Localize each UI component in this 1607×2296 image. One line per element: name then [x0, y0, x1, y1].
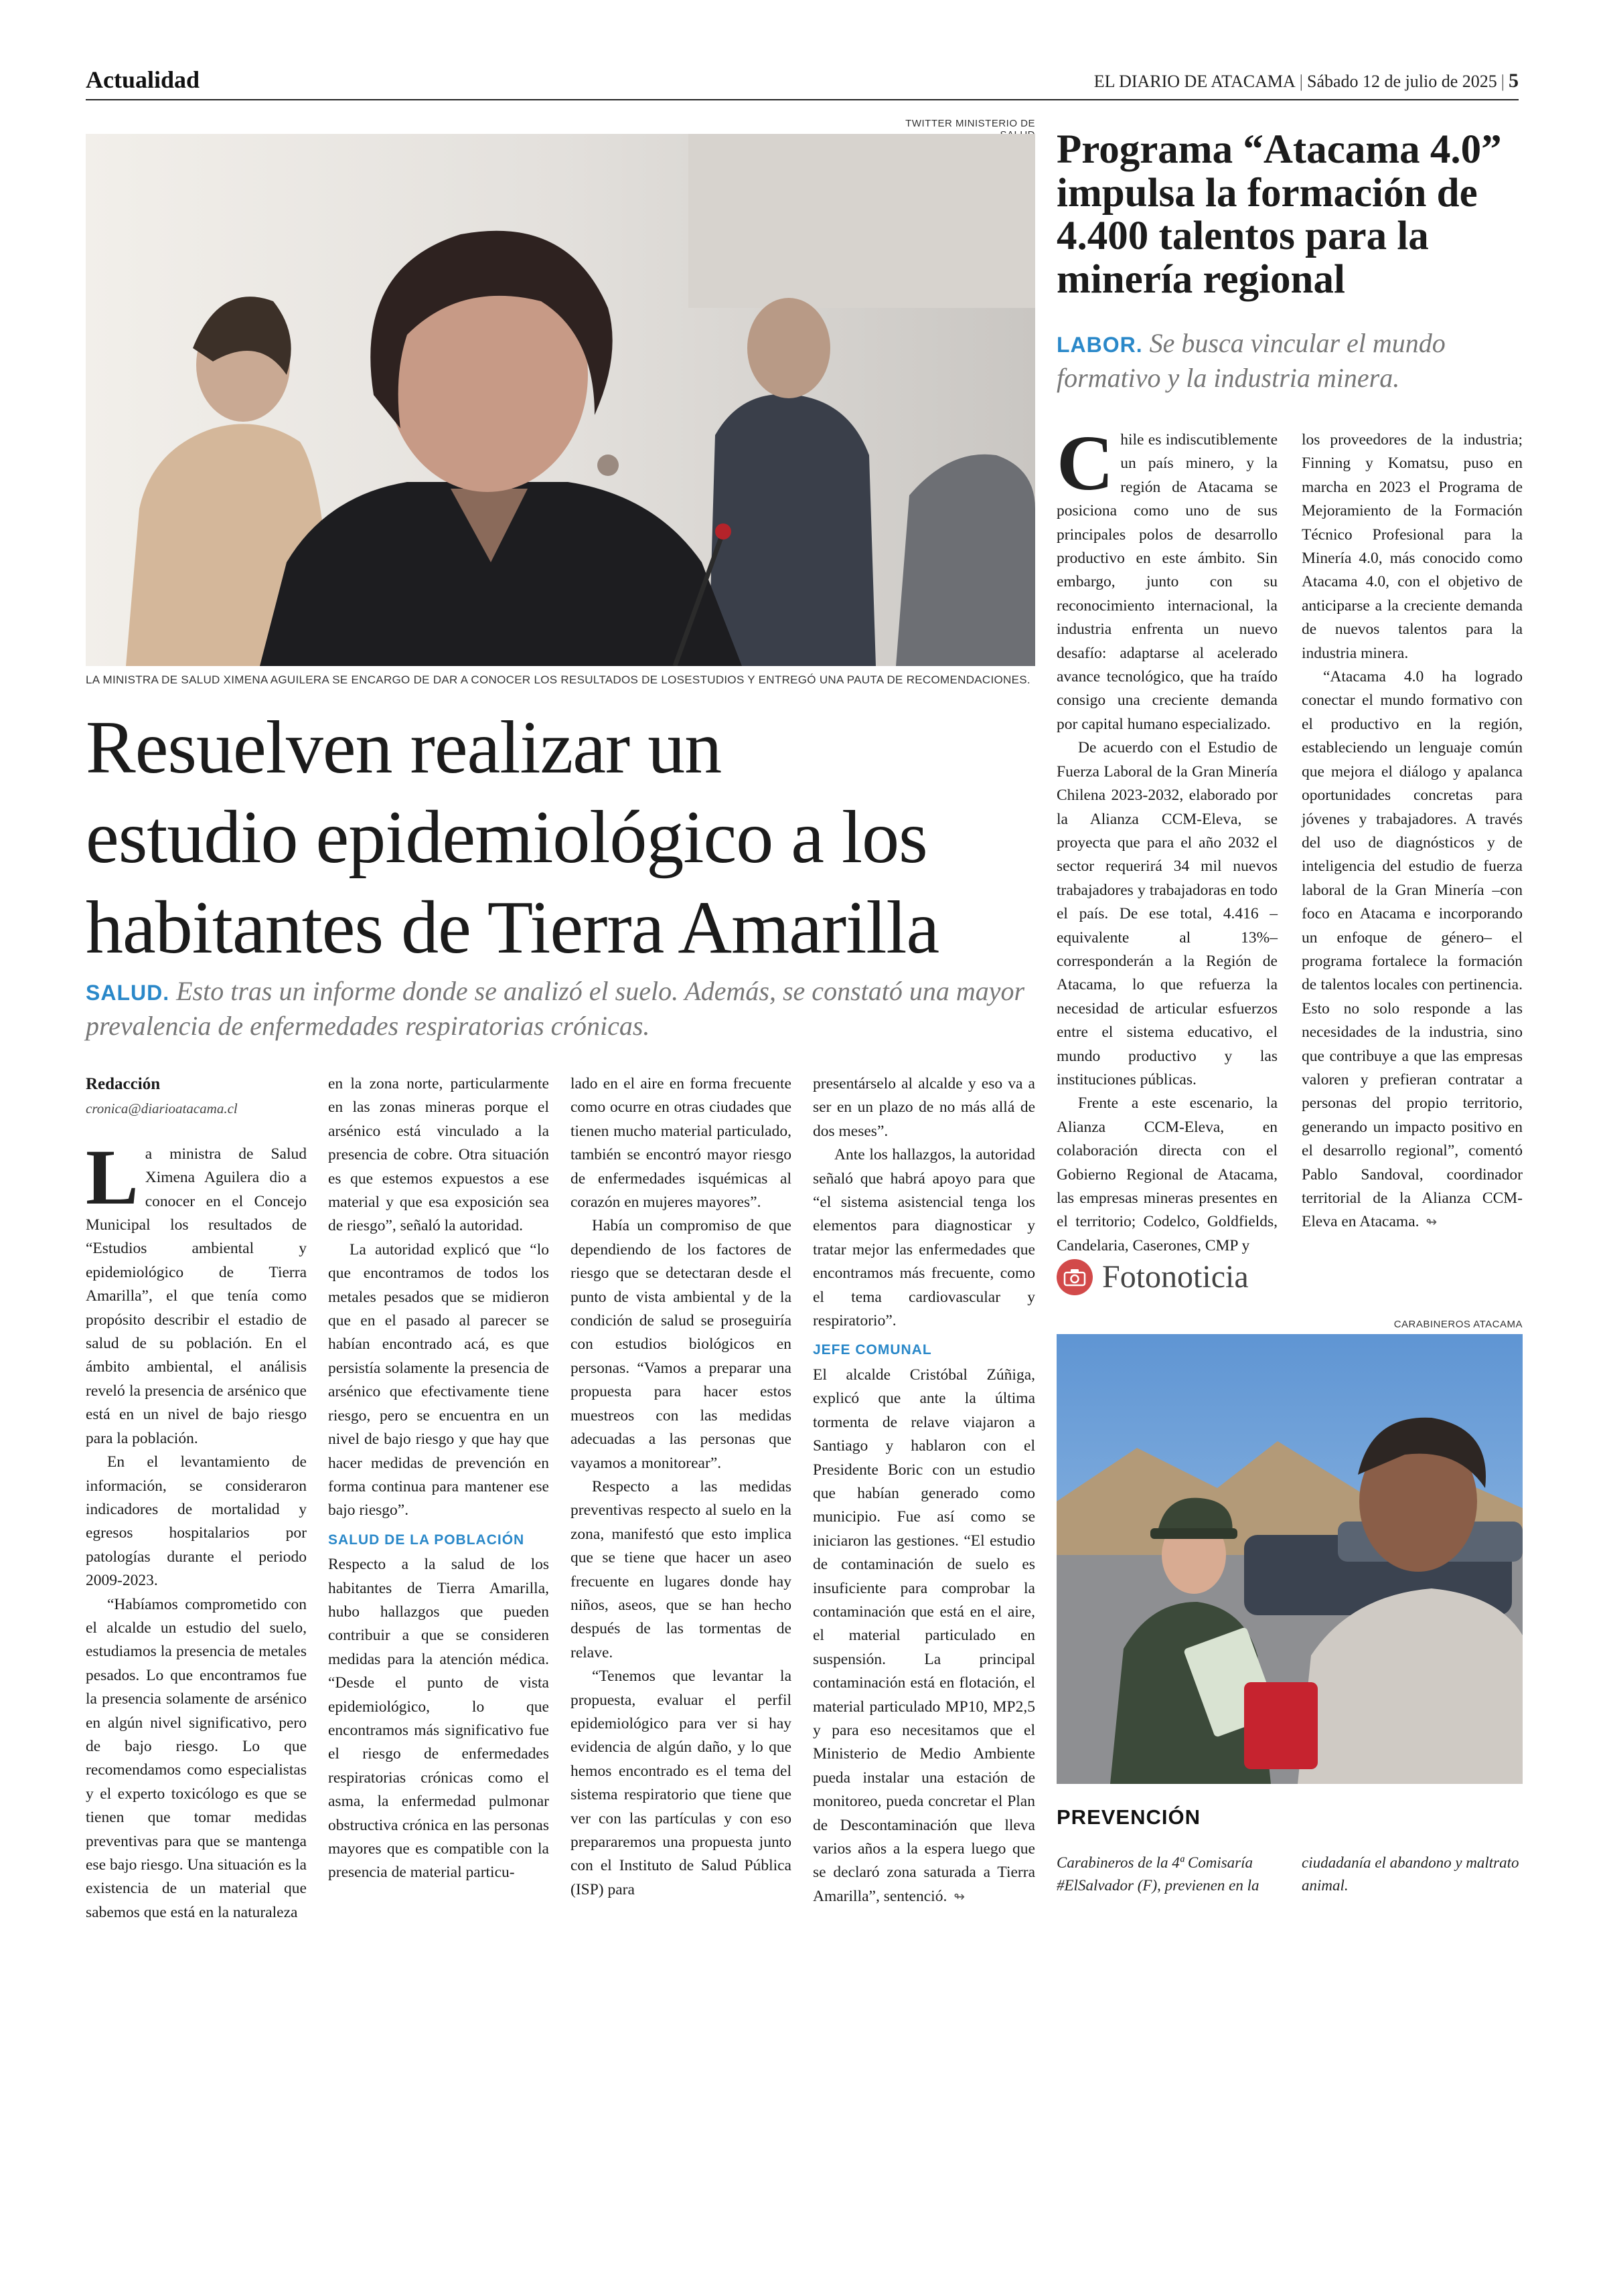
main-headline-line: Resuelven realizar un: [86, 706, 722, 789]
publication-date: Sábado 12 de julio de 2025: [1306, 72, 1497, 91]
body-paragraph-text: “Atacama 4.0 ha logrado conectar el mundo formativo con el productivo en la región, estableciendo un lenguaje común que mejora el diálogo y apalanca oportunidades concretas para jóvenes y trabajadores. A través del uso de diagnósticos y de inteligencia del estudio de fuerza laboral de la Gran Minería –con foco en Atacama e incorporando un enfoque de género– el programa fortalece la formación de talentos locales con pertinencia. Esto no solo responde a las necesidades de la industria, sino que contribuye a que las empresas valoren y prefieran contratar a personas del propio territorio, generando un impacto positivo en el desarrollo regional”, comentó Pablo Sandoval, coordinador territorial de la Alianza CCM-Eleva en Atacama.: [1302, 668, 1523, 1231]
page-number: 5: [1509, 70, 1519, 92]
subhead-jefe-comunal: JEFE COMUNAL: [813, 1342, 932, 1358]
right-headline: [1057, 129, 1525, 302]
fotonoticia-title: [1057, 1258, 1249, 1295]
body-paragraph: Ante los hallazgos, la autoridad señaló que habrá apoyo para que “el sistema asistencial tenga los elementos para diagnosticar y tratar mejor las enfermedades que encontramos más frecuente, como el tema cardiovascular y respiratorio”.: [813, 1146, 1035, 1330]
byline-name: Redacción: [86, 1075, 161, 1093]
fotonoticia-label: PREVENCIÓN: [1057, 1805, 1201, 1829]
right-kicker-label: LABOR.: [1057, 333, 1143, 357]
body-paragraph: Respecto a las medidas preventivas respecto al suelo en la zona, manifestó que esto implica que se tiene que hacer un aseo frecuente en lugares donde hay niños, aseos, que se han hecho después de las tormentas de relave.: [570, 1477, 791, 1661]
body-paragraph: los proveedores de la industria; Finning y Komatsu, puso en marcha en 2023 el Programa de Mejoramiento de la Formación Técnico Profesional para la Minería 4.0, más conocido como Atacama 4.0, con el objetivo de anticiparse a la creciente demanda de nuevos talentos para la industria minera.: [1302, 431, 1523, 662]
section-label: Actualidad: [86, 66, 200, 93]
fotonoticia-text-column-2: ciudadanía el abandono y maltrato animal.: [1302, 1854, 1519, 1894]
body-paragraph: [813, 1364, 1035, 1908]
body-paragraph: La autoridad explicó que “lo que encontramos de todos los metales pesados que se midieron que en el pasado al parecer se habían encontrado acá, es que persistía solamente la presencia de arsénico que efectivamente tiene riesgo, pero se encuentra en un nivel de bajo riesgo y que hay que hacer medidas de prevención en forma continua para mantener ese bajo riesgo”.: [328, 1240, 549, 1520]
drop-cap: C: [1057, 419, 1114, 507]
main-article-column-1: [86, 1072, 307, 1924]
header-rule: [86, 99, 1519, 100]
body-paragraph: “Tenemos que levantar la propuesta, evaluar el perfil epidemiológico para ver si hay evidencia de algún daño, y lo que hemos encontrado es el tema del sistema respiratorio que tiene que ver con las partículas y con eso prepararemos una propuesta junto con el Instituto de Salud Pública (ISP) para: [570, 1667, 791, 1898]
body-paragraph: presentárselo al alcalde y eso va a ser en un plazo de no más allá de dos meses”.: [813, 1075, 1035, 1140]
fotonoticia-text-column-1: Carabineros de la 4ª Comisaría #ElSalvador (F), previenen en la: [1057, 1854, 1259, 1894]
right-headline-line: minería regional: [1057, 256, 1345, 302]
fotonoticia-photo-credit: CARABINEROS ATACAMA: [1393, 1319, 1523, 1330]
fotonoticia-photo: [1057, 1334, 1523, 1784]
end-of-article-icon: ↬: [1426, 1214, 1438, 1230]
body-paragraph: Había un compromiso de que dependiendo de los factores de riesgo que se detectaran desde el punto de vista ambiental y de la condición de salud se proseguiría con estudios biológicos en personas. “Vamos a preparar una propuesta para hacer estos muestreos con las medidas adecuadas a las personas que vayamos a monitorear”.: [570, 1217, 791, 1472]
camera-icon: [1057, 1259, 1093, 1295]
lead-paragraph-text: a ministra de Salud Ximena Aguilera dio a conocer en el Concejo Municipal los resultados de “Estudios ambiental y epidemiológico de Tierra Amarilla”, el que tenía como propósito describir el estadio de salud de su población. En el ámbito ambiental, el análisis reveló la presencia de arsénico que está en un nivel de bajo riesgo para la población.: [86, 1145, 307, 1447]
main-headline-line: habitantes de Tierra Amarilla: [86, 886, 939, 969]
body-paragraph: De acuerdo con el Estudio de Fuerza Laboral de la Gran Minería Chilena 2023-2032, elaborado por la Alianza CCM-Eleva, se proyecta que para el año 2032 el sector requerirá 34 mil nuevos trabajadores y trabajadoras en todo el país. De ese total, 4.416 –equivalente al 13%– corresponderán a la Región de Atacama, lo que refuerza la necesidad de articular esfuerzos entre el sistema educativo, el mundo productivo y las instituciones públicas.: [1057, 739, 1278, 1088]
main-headline: [86, 703, 1043, 973]
drop-cap: L: [86, 1133, 139, 1221]
masthead: [1094, 70, 1519, 92]
main-article-column-3: [570, 1072, 791, 1902]
body-paragraph: [1302, 665, 1523, 1234]
masthead-separator: |: [1501, 72, 1505, 91]
end-of-article-icon: ↬: [953, 1888, 966, 1904]
main-kicker: [86, 974, 1043, 1044]
lead-paragraph-text: hile es indiscutiblemente un país minero, y la región de Atacama se posiciona como uno de sus principales polos de desarrollo productivo en este ámbito. Sin embargo, junto con su reconocimiento internacional, la industria enfrenta un nuevo desafío: adaptarse al acelerado avance tecnológico, que ha traído consigo una creciente demanda por capital humano especializado.: [1057, 431, 1278, 733]
right-article-column-2: [1302, 428, 1523, 1234]
body-paragraph: En el levantamiento de información, se consideraron indicadores de mortalidad y egresos hospitalarios por patologías durante el periodo 2009-2023.: [86, 1453, 307, 1590]
right-kicker: [1057, 326, 1525, 396]
right-article-column-1: [1057, 419, 1278, 1258]
body-paragraph: Frente a este escenario, la Alianza CCM-Eleva, en colaboración directa con el Gobierno Regional de Atacama, las empresas mineras presentes en el territorio; Codelco, Goldfields, Candelaria, Caserones, CMP y: [1057, 1094, 1278, 1254]
subhead-salud-poblacion: SALUD DE LA POBLACIÓN: [328, 1532, 525, 1548]
main-photo: [86, 134, 1035, 666]
masthead-separator: |: [1299, 72, 1303, 91]
body-paragraph: en la zona norte, particularmente en las zonas mineras porque el arsénico está vinculado a la presencia de cobre. Otra situación es que estemos expuestos a ese material y que esa exposición sea de riesgo”, señaló la autoridad.: [328, 1075, 549, 1235]
lead-paragraph: [86, 1133, 307, 1451]
main-kicker-label: SALUD.: [86, 981, 170, 1005]
main-photo-illustration: [86, 134, 1035, 666]
main-article-column-2: [328, 1072, 549, 1885]
body-paragraph: “Habíamos comprometido con el alcalde un estudio del suelo, estudiamos la presencia de metales pesados. Lo que encontramos fue la presencia solamente de arsénico en algún nivel significativo, pero de bajo riesgo. Lo que recomendamos como especialistas y el experto toxicólogo es que se tienen que tomar medidas preventivas para que se mantenga ese bajo riesgo. Una situación es la existencia de un material que sabemos que está en la naturaleza: [86, 1595, 307, 1921]
main-headline-line: estudio epidemiológico a los: [86, 796, 927, 880]
body-paragraph: Respecto a la salud de los habitantes de Tierra Amarilla, hubo hallazgos que pueden contribuir a que se consideren medidas para la atención médica. “Desde el punto de vista epidemiológico, lo que encontramos más significativo fue el riesgo de enfermedades respiratorias crónicas como el asma, la enfermedad pulmonar obstructiva crónica en las personas mayores que es compatible con la presencia de material particu-: [328, 1556, 549, 1882]
main-article-column-4: [813, 1072, 1035, 1908]
main-kicker-text: Esto tras un informe donde se analizó el suelo. Además, se constató una mayor prevalencia de enfermedades respiratorias crónicas.: [86, 976, 1025, 1041]
camera-icon-glyph: [1063, 1268, 1086, 1287]
right-kicker-text: Se busca vincular el mundo formativo y la industria minera.: [1057, 328, 1446, 393]
right-headline-line: Programa “Atacama 4.0”: [1057, 127, 1502, 172]
body-paragraph-text: El alcalde Cristóbal Zúñiga, explicó que ante la última tormenta de relave viajaron a Santiago y hablaron con el Presidente Boric con un estudio que habían generado como municipio. Fue así como se iniciaron las gestiones. “El estudio de contaminación de suelo es insuficiente para comprobar la contaminación que está en el aire, el material particulado en suspensión. La principal contaminación está en flotación, el material particulado MP10, MP2,5 y para eso necesitamos que el Ministerio de Medio Ambiente pueda instalar una estación de monitoreo, pueda concretar el Plan de Descontaminación que lleva varios años a la espera luego que se declaró zona saturada a Tierra Amarilla”, sentenció.: [813, 1366, 1035, 1905]
publication-name: EL DIARIO DE ATACAMA: [1093, 72, 1296, 91]
right-headline-line: 4.400 talentos para la: [1057, 214, 1429, 259]
main-photo-caption: LA MINISTRA DE SALUD XIMENA AGUILERA SE ENCARGO DE DAR A CONOCER LOS RESULTADOS DE LOSESTUDIOS Y ENTREGÓ UNA PAUTA DE RECOMENDACIONES.: [86, 673, 1030, 686]
body-paragraph: lado en el aire en forma frecuente como ocurre en otras ciudades que tienen mucho material particulado, también se encontró mayor riesgo de enfermedades isquémicas al corazón en mujeres mayores”.: [570, 1075, 791, 1212]
main-photo-credit: TWITTER MINISTERIO DE: [905, 118, 1035, 129]
right-headline-line: impulsa la formación de: [1057, 170, 1478, 216]
fotonoticia-photo-illustration: [1057, 1334, 1523, 1784]
fotonoticia-title-text: Fotonoticia: [1102, 1259, 1249, 1295]
lead-paragraph: [1057, 419, 1278, 736]
byline-email: cronica@diarioatacama.cl: [86, 1100, 238, 1117]
